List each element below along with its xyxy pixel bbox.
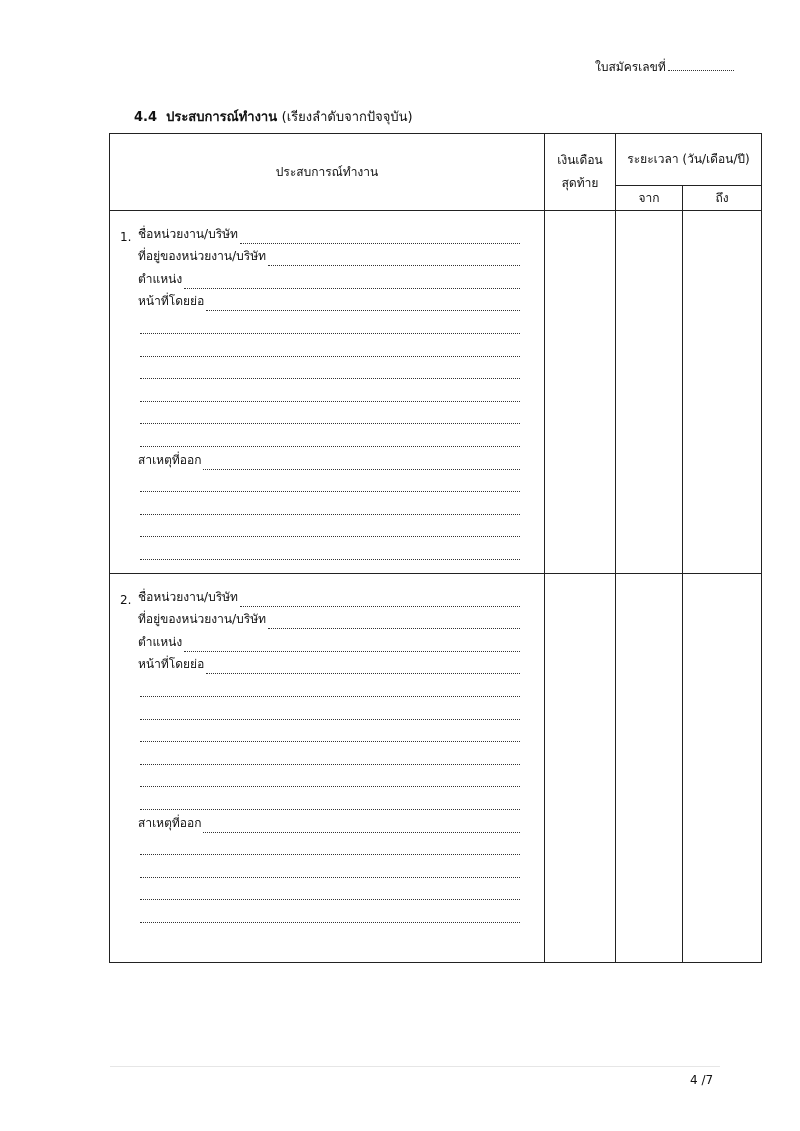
- entry-2-duties-line[interactable]: [140, 707, 520, 720]
- entry-1-reason-line[interactable]: [140, 524, 520, 537]
- entry-1-duties-line[interactable]: [140, 344, 520, 357]
- section-title: [134, 106, 413, 127]
- entry-1-duties-line[interactable]: [140, 389, 520, 402]
- footer-divider: [110, 1066, 720, 1067]
- entry-2-reason-label: สาเหตุที่ออก: [138, 815, 202, 830]
- entry-1-position-label: ตำแหน่ง: [138, 271, 183, 286]
- entry-1-duties-line[interactable]: [140, 411, 520, 424]
- entry-1-duties-line[interactable]: [140, 434, 520, 447]
- entry-2-address-field[interactable]: [268, 616, 520, 629]
- entry-1-reason-line[interactable]: [140, 479, 520, 492]
- section-heading: ประสบการณ์ทำงาน: [166, 110, 278, 125]
- entry-2-duties-line[interactable]: [140, 774, 520, 787]
- header-experience: ประสบการณ์ทำงาน: [110, 134, 545, 211]
- application-number: [595, 58, 734, 77]
- entry-1-duties-field[interactable]: [206, 298, 520, 311]
- entry-2-details: [110, 574, 545, 963]
- entry-2-salary-cell[interactable]: [545, 574, 616, 963]
- entry-2-duties-field[interactable]: [206, 661, 520, 674]
- entry-2-duties-line[interactable]: [140, 752, 520, 765]
- entry-1-reason-line[interactable]: [140, 502, 520, 515]
- entry-1-duties-line[interactable]: [140, 366, 520, 379]
- entry-2-reason-line[interactable]: [140, 887, 520, 900]
- entry-1-reason-field[interactable]: [203, 457, 520, 470]
- entry-2-position-field[interactable]: [184, 639, 520, 652]
- entry-2-reason-line[interactable]: [140, 842, 520, 855]
- entry-2-org-field[interactable]: [240, 594, 520, 607]
- entry-2-reason-line[interactable]: [140, 865, 520, 878]
- entry-2-from-cell[interactable]: [616, 574, 683, 963]
- section-subtitle: (เรียงลำดับจากปัจจุบัน): [281, 110, 413, 125]
- entry-1-to-cell[interactable]: [683, 211, 762, 574]
- entry-1-position-field[interactable]: [184, 276, 520, 289]
- entry-1-duties-label: หน้าที่โดยย่อ: [138, 294, 205, 309]
- entry-1-from-cell[interactable]: [616, 211, 683, 574]
- header-last-salary: [545, 134, 616, 211]
- entry-2-duties-line[interactable]: [140, 729, 520, 742]
- entry-2-org-label: ชื่อหน่วยงาน/บริษัท: [138, 589, 238, 604]
- entry-2-reason-field[interactable]: [203, 820, 520, 833]
- application-number-field[interactable]: [668, 59, 734, 71]
- entry-1-org-label: ชื่อหน่วยงาน/บริษัท: [138, 226, 238, 241]
- entry-2-duties-line[interactable]: [140, 797, 520, 810]
- header-to: ถึง: [683, 186, 762, 211]
- entry-2-number: 2.: [120, 592, 132, 607]
- entry-2-duties-line[interactable]: [140, 684, 520, 697]
- application-number-label: ใบสมัครเลขที่: [595, 60, 666, 74]
- entry-1-org-field[interactable]: [240, 231, 520, 244]
- entry-2-position-label: ตำแหน่ง: [138, 634, 183, 649]
- entry-1-reason-label: สาเหตุที่ออก: [138, 452, 202, 467]
- entry-2-duties-label: หน้าที่โดยย่อ: [138, 657, 205, 672]
- entry-1-details: [110, 211, 545, 574]
- header-salary-line1: เงินเดือน: [557, 153, 603, 167]
- header-salary-line2: สุดท้าย: [561, 176, 599, 190]
- entry-1-address-label: ที่อยู่ของหน่วยงาน/บริษัท: [138, 249, 267, 264]
- header-period: ระยะเวลา (วัน/เดือน/ปี): [616, 134, 762, 186]
- page-number: 4 /7: [690, 1073, 714, 1087]
- entry-2-address-label: ที่อยู่ของหน่วยงาน/บริษัท: [138, 612, 267, 627]
- work-experience-table: [109, 133, 762, 963]
- entry-1-reason-line[interactable]: [140, 547, 520, 560]
- section-number: 4.4: [134, 110, 158, 125]
- entry-1-duties-line[interactable]: [140, 321, 520, 334]
- entry-2-reason-line[interactable]: [140, 910, 520, 923]
- entry-1-address-field[interactable]: [268, 253, 520, 266]
- experience-entry-2: [110, 574, 762, 963]
- entry-2-to-cell[interactable]: [683, 574, 762, 963]
- header-from: จาก: [616, 186, 683, 211]
- entry-1-number: 1.: [120, 229, 132, 244]
- entry-1-salary-cell[interactable]: [545, 211, 616, 574]
- experience-entry-1: [110, 211, 762, 574]
